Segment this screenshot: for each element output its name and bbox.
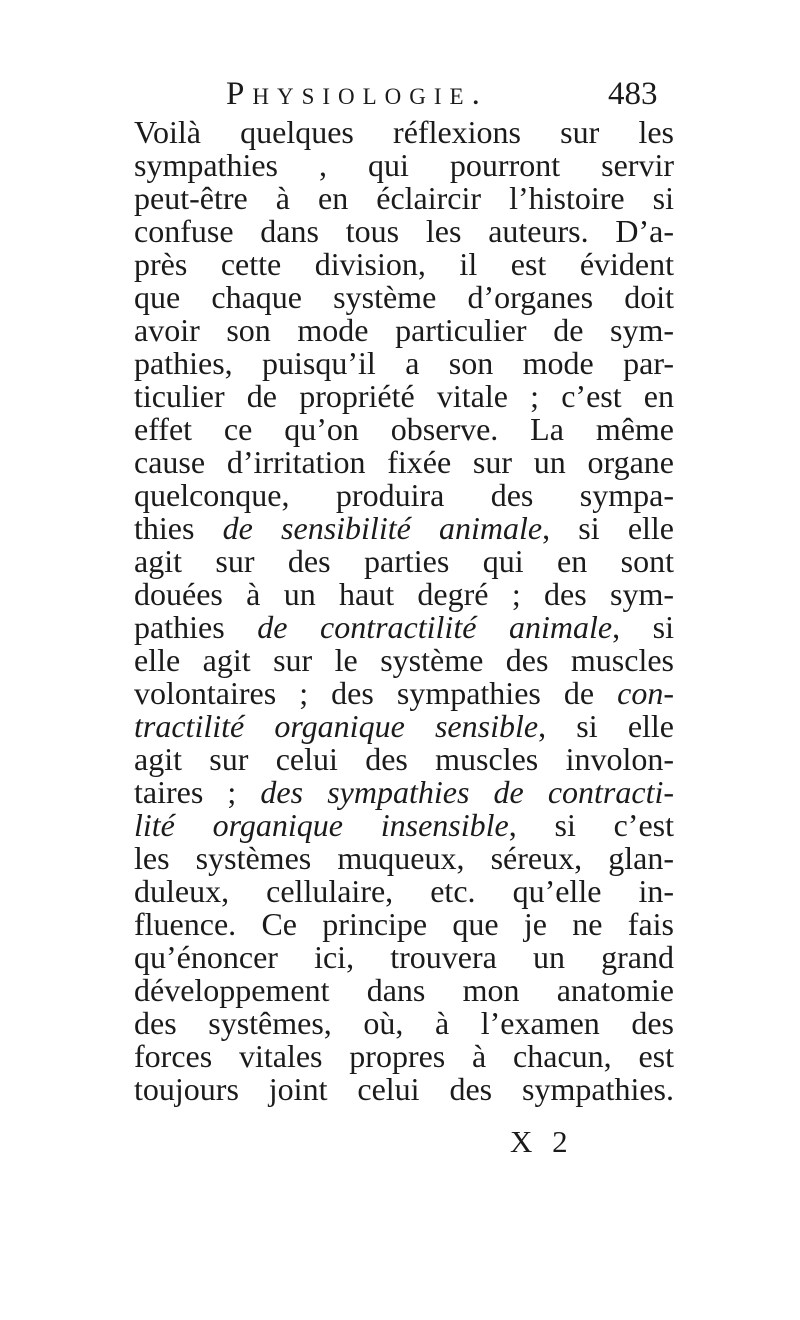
text-segment: forces vitales propres à chacun, est	[134, 1038, 674, 1074]
italic-segment: lité organique insensible	[134, 807, 509, 843]
text-segment: près cette division, il est évident	[134, 246, 674, 282]
text-segment: les systèmes muqueux, séreux, glan-	[134, 840, 674, 876]
text-line	[134, 512, 674, 545]
text-segment: pathies	[134, 609, 258, 645]
text-segment: , si	[612, 609, 674, 645]
body-text	[134, 116, 674, 1106]
text-line	[134, 446, 674, 479]
text-segment: douées à un haut degré ; des sym-	[134, 576, 674, 612]
text-segment: qu’énoncer ici, trouvera un grand	[134, 939, 674, 975]
text-segment: thies	[134, 510, 223, 546]
text-line	[134, 248, 674, 281]
text-segment: , si elle	[542, 510, 675, 546]
text-segment: ticulier de propriété vitale ; c’est en	[134, 378, 674, 414]
text-line	[134, 116, 674, 149]
text-line	[134, 644, 674, 677]
text-segment: agit sur des parties qui en sont	[134, 543, 674, 579]
text-line	[134, 314, 674, 347]
text-segment: sympathies , qui pourront servir	[134, 147, 674, 183]
text-line	[134, 413, 674, 446]
text-segment: peut-être à en éclaircir l’histoire si	[134, 180, 674, 216]
text-segment: volontaires ; des sympathies de	[134, 675, 618, 711]
text-segment: toujours joint celui des sympathies.	[134, 1071, 674, 1107]
text-segment: effet ce qu’on observe. La même	[134, 411, 674, 447]
text-line	[134, 941, 674, 974]
text-segment: Voilà quelques réflexions sur les	[134, 114, 674, 150]
text-segment: développement dans mon anatomie	[134, 972, 674, 1008]
text-line	[134, 479, 674, 512]
text-segment: agit sur celui des muscles involon-	[134, 741, 674, 777]
signature-mark: X 2	[510, 1124, 574, 1159]
text-segment: quelconque, produira des sympa-	[134, 477, 674, 513]
text-line	[134, 776, 674, 809]
text-line	[134, 611, 674, 644]
text-segment: cause d’irritation fixée sur un organe	[134, 444, 674, 480]
page-number: 483	[608, 76, 658, 112]
text-line	[134, 908, 674, 941]
text-line	[134, 875, 674, 908]
text-segment: , si c’est	[508, 807, 674, 843]
text-line	[134, 974, 674, 1007]
italic-segment: con-	[617, 675, 674, 711]
text-segment: confuse dans tous les auteurs. D’a-	[134, 213, 674, 249]
italic-segment: de sensibilité animale	[222, 510, 543, 546]
text-segment: fluence. Ce principe que je ne fais	[134, 906, 674, 942]
text-line	[134, 182, 674, 215]
text-line	[134, 1040, 674, 1073]
text-line	[134, 215, 674, 248]
text-line	[134, 1073, 674, 1106]
italic-segment: tractilité organique sensible	[134, 708, 539, 744]
text-line	[134, 578, 674, 611]
italic-segment: des sympathies de contracti-	[260, 774, 675, 810]
text-line	[134, 545, 674, 578]
text-line	[134, 380, 674, 413]
text-line	[134, 677, 674, 710]
text-line	[134, 743, 674, 776]
running-title: Physiologie.	[226, 76, 488, 112]
text-line	[134, 149, 674, 182]
text-segment: duleux, cellulaire, etc. qu’elle in-	[134, 873, 674, 909]
italic-segment: de contractilité animale	[257, 609, 613, 645]
text-segment: des systêmes, où, à l’examen des	[134, 1005, 674, 1041]
text-line	[134, 809, 674, 842]
text-segment: elle agit sur le système des muscles	[134, 642, 674, 678]
text-segment: avoir son mode particulier de sym-	[134, 312, 674, 348]
text-segment: , si elle	[538, 708, 674, 744]
text-line	[134, 1007, 674, 1040]
text-line	[134, 710, 674, 743]
text-line	[134, 281, 674, 314]
text-line	[134, 842, 674, 875]
text-segment: que chaque système d’organes doit	[134, 279, 674, 315]
text-segment: pathies, puisqu’il a son mode par-	[134, 345, 674, 381]
text-segment: taires ;	[134, 774, 261, 810]
text-line	[134, 347, 674, 380]
